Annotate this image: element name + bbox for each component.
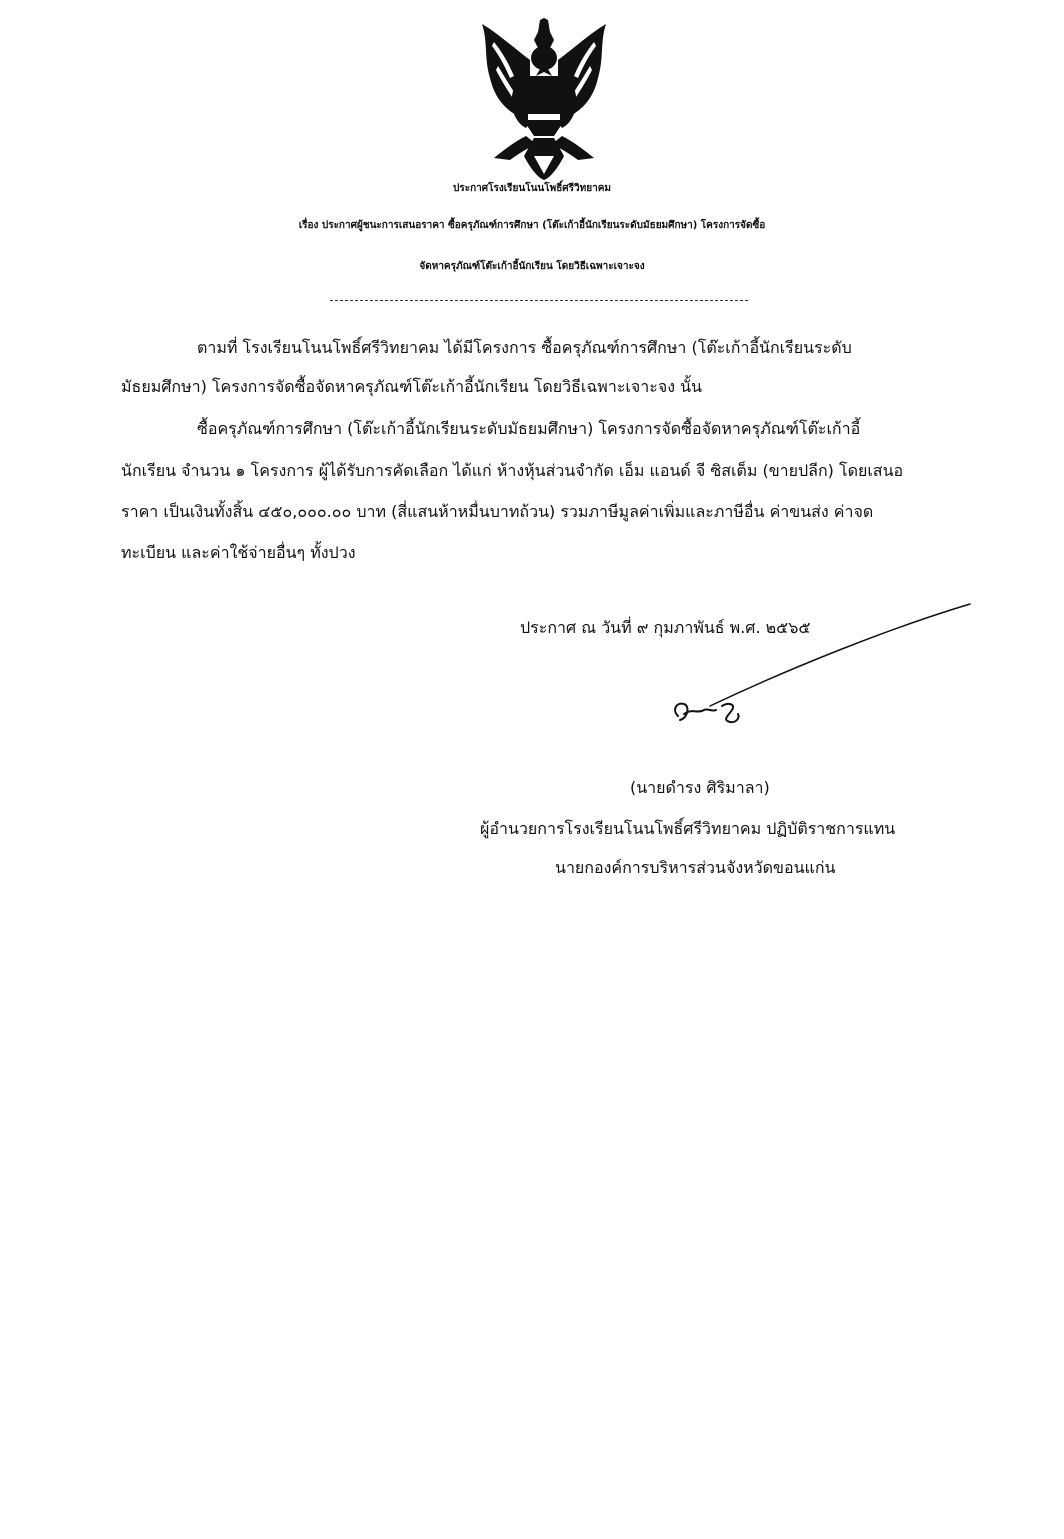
announcement-date: ประกาศ ณ วันที่ ๙ กุมภาพันธ์ พ.ศ. ๒๕๖๕ xyxy=(520,618,811,637)
document-subject-line-1: เรื่อง ประกาศผู้ชนะการเสนอราคา ซื้อครุภัณฑ์การศึกษา (โต๊ะเก้าอี้นักเรียนระดับมัธยมศึกษา) โครงการจัดซื้อ xyxy=(298,220,766,231)
signatory-position-line-1: ผู้อำนวยการโรงเรียนโนนโพธิ์ศรีวิทยาคม ปฏิบัติราชการแทน xyxy=(480,819,896,838)
body-line-4: นักเรียน จำนวน ๑ โครงการ ผู้ได้รับการคัดเลือก ได้แก่ ห้างหุ้นส่วนจำกัด เอ็ม แอนด์ จี ซิสเต็ม (ขายปลีก) โดยเสนอ xyxy=(121,461,904,480)
handwritten-signature-icon xyxy=(670,598,980,748)
signatory-position-line-2: นายกองค์การบริหารส่วนจังหวัดขอนแก่น xyxy=(555,858,836,877)
body-line-1: ตามที่ โรงเรียนโนนโพธิ์ศรีวิทยาคม ได้มีโครงการ ซื้อครุภัณฑ์การศึกษา (โต๊ะเก้าอี้นักเรียนระดับ xyxy=(197,338,852,357)
signatory-name: (นายดำรง ศิริมาลา) xyxy=(630,778,770,797)
body-line-3: ซื้อครุภัณฑ์การศึกษา (โต๊ะเก้าอี้นักเรียนระดับมัธยมศึกษา) โครงการจัดซื้อจัดหาครุภัณฑ์โต๊ะเก้าอี้ xyxy=(197,419,861,438)
body-line-2: มัธยมศึกษา) โครงการจัดซื้อจัดหาครุภัณฑ์โต๊ะเก้าอี้นักเรียน โดยวิธีเฉพาะเจาะจง นั้น xyxy=(121,377,702,396)
body-line-5: ราคา เป็นเงินทั้งสิ้น ๔๕๐,๐๐๐.๐๐ บาท (สี่แสนห้าหมื่นบาทถ้วน) รวมภาษีมูลค่าเพิ่มและภาษีอื่น ค่าขนส่ง ค่าจด xyxy=(121,502,874,521)
body-line-6: ทะเบียน และค่าใช้จ่ายอื่นๆ ทั้งปวง xyxy=(121,543,356,562)
garuda-emblem-icon xyxy=(474,18,614,180)
title-divider xyxy=(330,300,748,301)
document-subject-line-2: จัดหาครุภัณฑ์โต๊ะเก้าอี้นักเรียน โดยวิธีเฉพาะเจาะจง xyxy=(419,261,645,272)
document-heading: ประกาศโรงเรียนโนนโพธิ์ศรีวิทยาคม xyxy=(452,183,611,194)
